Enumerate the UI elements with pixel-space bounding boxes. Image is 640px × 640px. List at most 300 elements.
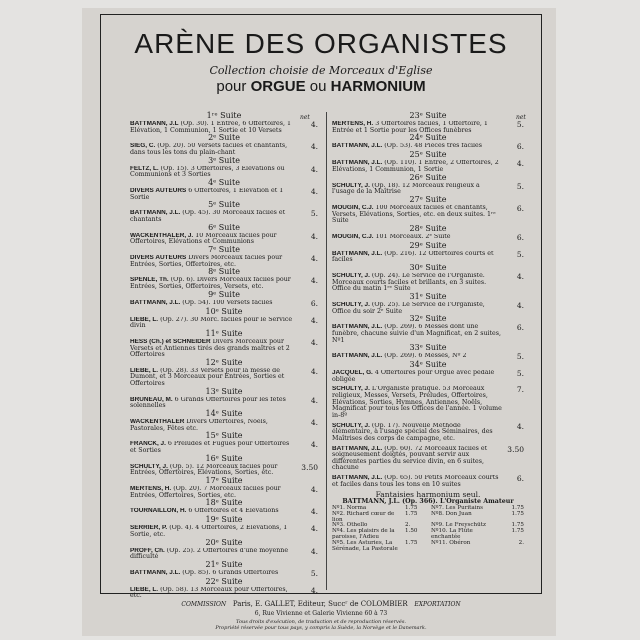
composer-name: BATTMANN, J.L. [130,210,181,217]
item-name: La Flûte enchantée [431,528,473,541]
entry-description [130,277,296,290]
entry-description [332,475,502,488]
suite-number: 17ᵉ Suite [205,476,243,486]
harmonium-item [427,541,504,547]
work-title: 3 Offertoires faciles, 1 Offertoire, 1 Entrée et 1 Sortie pour les Offices funèbres [332,121,488,134]
left-entry [130,432,318,454]
work-title: (Op. 18). 12 Morceaux religieux à l'usage de la Maîtrise [332,182,480,196]
work-title: 6 Préludes et Fugues pour Offertoires et Sorties [130,441,290,455]
work-title: (Op. 269). 6 Messes dont une funèbre, chacune suivie d'un Magnificat, en 2 suites, Nº1 [332,324,502,344]
entry-price: 4. [516,272,524,281]
left-entry [130,112,318,134]
left-entry [130,561,318,578]
entry-description [332,353,502,360]
composer-name: BATTMANN, J.L. [332,160,383,167]
item-price: 2. [518,540,524,547]
publisher-name: Paris, E. GALLET, Editeur, Succʳ de COLOMBIER [232,600,408,608]
entry-line [332,302,524,315]
left-entry [130,578,318,600]
composer-name: SCHULTY, J. [332,301,370,308]
right-entry [332,174,524,196]
composer-name: MERTENS, H. [332,121,374,127]
item-price: 1.50 [405,528,418,535]
suite-number: 5ᵉ Suite [208,200,240,210]
composer-name: DIVERS AUTEURS [130,254,187,261]
right-entry [332,293,524,315]
work-title: (Op. 85). 6 Grands Offertoires [180,569,279,576]
harmonium-row [332,541,524,553]
entry-price: 4. [310,418,318,428]
entry-price: 4. [310,120,318,129]
work-title: (Op. 17). Nouvelle Méthode élémentaire, à l'usage spécial des Séminaires, des Maîtrises des corps de campagne, etc. [332,422,493,442]
left-entry [130,359,318,388]
entry-line [130,255,318,268]
work-title: (Op. 24). Le Service de l'Organiste. Morceaux courts faciles et brillants, en 3 suites. Office du matin 1ʳᵉ Suite [332,273,487,293]
right-entry [332,225,524,242]
item-number: Nº9. [431,522,444,529]
item-number: Nº11. [431,540,448,547]
entry-description [130,166,296,179]
entry-line [130,339,318,359]
entry-price: 3.50 [301,462,318,472]
entry-description [332,302,502,315]
composer-name: HESS (Ch.) et SCHNEIDER [130,338,211,345]
entry-price: 5. [516,369,524,379]
composer-name: TOURNAILLON, H. [130,508,187,515]
entry-price: 4. [516,300,524,310]
right-entry [332,383,524,419]
entry-description [130,255,296,268]
suite-number: 19ᵉ Suite [205,515,243,525]
entry-price: 4. [310,507,318,517]
composer-name: LIEBÉ, L. [130,316,159,323]
work-title: 101 Morceaux. 2ᵉ Suite [373,233,451,240]
left-entry [130,388,318,410]
work-title: (Op. 28). 33 Versets pour la messe de Dumont, et 3 Morceaux pour Entrées, Sorties et Offertoires [130,367,285,388]
right-entry [332,151,524,173]
entry-price: 6. [516,474,524,484]
work-title: Divers Offertoires, Noëls, Pastorales, Fêtes etc. [130,419,268,432]
item-price: 1.75 [405,540,418,547]
work-title: (Op. 53). 48 Pièces très faciles [382,143,482,150]
item-number: Nº5. [332,540,345,547]
orgue-word: ORGUE [250,78,306,95]
entry-price: 6. [516,323,524,333]
entry-line [130,587,318,600]
left-entry [130,246,318,268]
item-price: 1.75 [511,504,524,511]
suite-number: 18ᵉ Suite [205,498,243,508]
left-entry [130,157,318,179]
entry-description [332,423,502,443]
suite-number: 4ᵉ Suite [208,177,240,187]
entry-line [130,486,318,499]
property-line: Propriété réservée pour tous pays, y compris la Suède, la Norvège et le Danemark. [215,625,427,631]
entry-line [130,121,318,134]
entry-description [130,486,296,499]
column-divider [326,112,327,590]
entry-line [130,317,318,330]
composer-name: DIVERS AUTEURS [130,187,187,194]
entry-description [332,121,502,134]
entry-description [130,464,296,477]
work-title: (Op. 54). 100 Versets faciles [180,299,273,306]
work-title: (Op. 20). 50 Versets faciles et chantants, dans tous les tons du plain-chant [130,143,288,157]
entry-description [130,317,296,330]
left-entry [130,477,318,499]
right-entry [332,242,524,264]
entry-line [130,210,318,223]
entry-price: 4. [310,585,318,595]
right-entry [332,196,524,225]
entry-line [332,324,524,344]
suite-number: 25ᵉ Suite [409,150,447,160]
item-number: Nº3. [332,522,345,529]
entry-price: 4. [310,253,318,263]
entry-price: 4. [310,186,318,196]
entry-price: 4. [310,546,318,556]
suite-number: 30ᵉ Suite [409,263,447,272]
work-title: (Op. 20). 7 Morceaux faciles pour Entrées, Offertoires, Sorties, etc. [130,486,281,499]
harmonium-item [427,512,504,518]
entry-price: 4. [310,164,318,174]
item-price: 1.75 [511,522,524,529]
entry-line [130,166,318,179]
work-title: Divers Morceaux faciles pour Entrées, Sorties, Offertoires, etc. [130,254,283,268]
suite-number: 34ᵉ Suite [409,360,447,370]
entry-price: 5. [516,249,524,259]
composer-name: BATTMANN, J.L. [332,324,383,331]
net-label-right: net [516,114,526,121]
entry-price: 5. [516,120,524,129]
work-title: Divers Morceaux pour Versets et Antiennes tirés des grands maîtres et 2 Offertoires [130,338,290,359]
entry-price: 5. [516,352,524,362]
item-number: Nº7. [431,504,444,511]
entry-line [332,121,524,134]
harmonium-header: Fantaisies harmonium seul. [375,490,481,500]
left-entry [130,539,318,561]
composer-name: BATTMANN, J.L. [332,353,383,360]
suite-number: 6ᵉ Suite [208,222,240,232]
work-title: (Op. 30). 1 Entrée, 6 Offertoires, 1 Elévation, 1 Communion, 1 Sortie et 10 Versets [130,121,292,134]
entry-price: 6. [516,142,524,152]
entry-description [130,570,296,577]
rights-notice [100,619,542,631]
composer-name: SCHULTY, J. [130,463,168,470]
entry-line [332,160,524,173]
composer-name: MOUGIN, C.J. [332,204,374,211]
entry-line [130,441,318,454]
commission-label: COMMISSION [181,601,227,608]
item-name: Le Freyschütz [443,522,486,529]
item-price: 2. [405,522,411,529]
composer-name: MOUGIN, C.J. [332,233,374,240]
item-price: 1.75 [511,510,524,517]
work-title: 4 Offertoires pour Orgue avec pédale obligée [332,370,495,383]
composer-name: FRANCK, J. [130,441,166,448]
entry-line [130,277,318,290]
right-entry [332,112,524,134]
work-title: 6 Offertoires, 1 Elévation et 1 Sortie [130,187,284,201]
work-title: (Op. 6). Divers Morceaux faciles pour Entrées, Sorties, Offertoires, Versets, etc. [130,277,291,291]
work-title: (Op. 110). 1 Entrée, 2 Offertoires, 2 Elévations, 1 Communion, 1 Sortie [332,160,499,173]
entry-description [332,324,502,344]
work-title: 6 Offertoires et 4 Elévations [186,508,279,515]
entry-price: 4. [310,524,318,534]
work-title: (Op. 269). 6 Messes, Nº 2 [382,353,467,360]
harmonium-item [332,541,405,553]
suite-number: 23ᵉ Suite [409,111,447,120]
entry-line [332,475,524,488]
entry-line [332,205,524,225]
composer-name: SPENLÉ, Th. [130,277,169,284]
left-entry [130,134,318,156]
suite-number: 14ᵉ Suite [205,409,243,419]
suite-number: 13ᵉ Suite [205,386,243,396]
suite-number: 7ᵉ Suite [208,244,240,254]
entry-price: 4. [310,440,318,450]
item-name: Les Puritains [443,504,484,511]
entry-line [130,548,318,561]
item-name: Obéron [447,540,471,547]
suite-number: 22ᵉ Suite [205,576,243,586]
right-entry [332,315,524,344]
composer-name: WACKENTHALER [130,419,185,426]
entry-description [332,386,502,419]
work-title: (Op. 216). 12 Offertoires courts et faciles [332,250,494,264]
publisher-address: 6, Rue Vivienne et Galerie Vivienne 60 à 73 [254,610,388,617]
entry-price: 5. [310,209,318,219]
right-entry [332,134,524,151]
entry-line [332,446,524,473]
entry-line [130,368,318,388]
entry-price: 3.50 [507,444,524,454]
right-entry [332,420,524,443]
suite-number: 33ᵉ Suite [409,343,447,353]
entry-price: 4. [310,276,318,286]
left-entry [130,201,318,223]
suite-number: 3ᵉ Suite [208,155,240,165]
entry-line [130,397,318,410]
suite-number: 11ᵉ Suite [205,328,243,338]
entry-description [130,525,296,538]
suite-number: 28ᵉ Suite [409,223,447,233]
composer-name: BATTMANN, J.L. [130,569,181,576]
page-subtitle: Collection choisie de Morceaux d'Eglise [209,64,433,77]
right-entry [332,264,524,293]
entry-price: 4. [310,395,318,405]
entry-description [130,300,296,307]
composer-name: BATTMANN, J.L. [332,445,383,452]
entry-description [130,548,296,561]
composer-name: SCHULTY, J. [332,386,370,393]
suite-number: 10ᵉ Suite [205,306,243,316]
entry-description [332,143,502,150]
left-entry [130,268,318,290]
left-entry [130,179,318,201]
entry-description [332,160,502,173]
entry-line [130,419,318,432]
left-entry [130,224,318,246]
entry-description [332,446,502,473]
item-price: 1.75 [511,528,524,535]
entry-price: 5. [516,181,524,191]
right-entry [332,472,524,488]
entry-price: 6. [516,203,524,213]
left-entry [130,499,318,516]
entry-description [332,234,502,241]
right-entry [332,361,524,383]
entry-description [130,587,296,600]
work-title: (Op. 27). 30 Morc. faciles pour le Service divin [130,316,293,330]
suite-number: 29ᵉ Suite [409,240,447,250]
suite-number: 12ᵉ Suite [205,357,243,367]
entry-description [130,368,296,388]
item-name: Richard cœur de lion [332,510,395,523]
exportation-label: EXPORTATION [414,601,461,608]
work-title: L'Organiste pratique. 53 Morceaux religieux, Messes, Versets, Préludes, Offertoires, Elévations, Sorties, Hymnes, Antiennes, Noëls, Magnificat pour tous les Offices de l'année. 1 volume in-8º [332,386,502,419]
entry-description [130,143,296,156]
left-entry [130,410,318,432]
work-title: (Op. 60). 72 Morceaux faciles et soigneusement doigtés, pouvant servir aux différentes parties du service divin, en 6 suites, chacune [332,445,488,472]
entry-description [332,251,502,264]
item-name: Don Juan [443,510,472,517]
entry-description [130,397,296,410]
entry-line [332,423,524,443]
instrument-heading [100,78,542,95]
work-title: (Op. 5). 12 Morceaux faciles pour Entrées, Offertoires, Elévations, Sorties, etc. [130,463,278,477]
rights-line: Tous droits d'exécution, de traduction et de reproduction réservés. [236,619,406,625]
work-title: 6 Grands Offertoires pour les fêtes solennelles [130,396,286,410]
item-number: Nº10. [431,528,448,535]
composer-name: BATTMANN, J.L. [332,250,383,257]
entry-line [332,386,524,419]
net-label-left: net [300,114,310,121]
suite-number: 16ᵉ Suite [205,453,243,463]
entry-description [130,233,296,246]
harmonium-word: HARMONIUM [330,78,426,95]
suite-number: 1ʳᵉ Suite [206,111,242,120]
work-title: (Op. 25). Le Service de l'Organiste, Office du soir 2ᵉ Suite [332,301,485,315]
left-entry [130,291,318,308]
work-title: (Op. 4). 4 Offertoires, 2 Elévations, 1 Sortie, etc. [130,525,288,538]
composer-name: LIEBÉ, L. [130,586,159,593]
entry-description [332,205,502,225]
right-catalogue-column [332,112,524,553]
composer-name: SCHULTY, J. [332,182,370,189]
suite-number: 20ᵉ Suite [205,537,243,547]
entry-price: 4. [516,421,524,431]
left-entry [130,455,318,477]
item-price: 1.75 [405,510,418,517]
entry-line [130,188,318,201]
entry-price: 4. [310,142,318,152]
entry-description [130,339,296,359]
entry-description [130,121,296,134]
item-number: Nº8. [431,510,444,517]
item-name: Les Asturies, La Sérénade, La Pastorale [332,540,398,552]
entry-description [332,183,502,196]
entry-line [332,273,524,293]
suite-number: 21ᵉ Suite [205,559,243,569]
composer-name: BRUNEAU, M. [130,396,173,403]
left-entry [130,308,318,330]
entry-price: 6. [516,232,524,242]
entry-description [130,419,296,432]
work-title: (Op. 45). 30 Morceaux faciles et chantants [130,210,286,224]
suite-number: 2ᵉ Suite [208,133,240,143]
item-number: Nº2. [332,510,345,517]
item-name: Norma [344,504,367,511]
entry-price: 7. [516,385,524,395]
entry-price: 4. [310,337,318,347]
composer-name: MERTENS, H. [130,486,172,493]
work-title: 100 Morceaux faciles et chantants, Versets, Elévations, Sorties, etc. en deux suites. 1ʳᵉ Suite [332,204,496,225]
suite-number: 24ᵉ Suite [409,133,447,143]
suite-number: 9ᵉ Suite [208,289,240,299]
composer-name: PROFF, Ch. [130,547,165,554]
entry-line [130,464,318,477]
entry-line [130,143,318,156]
entry-price: 4. [310,231,318,241]
entry-description [332,273,502,293]
entry-price: 4. [516,159,524,169]
publisher-line [100,600,542,608]
suite-number: 15ᵉ Suite [205,431,243,441]
harmonium-subheader: BATTMANN, J.L. (Op. 366). L'Organiste Amateur [342,498,514,506]
suite-number: 27ᵉ Suite [409,194,447,204]
left-entry [130,516,318,538]
item-number: Nº4. [332,528,345,535]
suite-number: 32ᵉ Suite [409,314,447,324]
item-name: Les plaisirs de la paroisse, l'Adieu [332,528,395,541]
or-word: ou [309,78,327,95]
for-word: pour [216,78,247,95]
entry-line [130,233,318,246]
suite-number: 8ᵉ Suite [208,267,240,277]
entry-description [332,370,502,383]
entry-price: 5. [310,568,318,578]
composer-name: BATTMANN, J.L [130,121,179,127]
entry-price: 4. [310,315,318,325]
suite-number: 31ᵉ Suite [409,291,447,301]
entry-description [130,188,296,201]
composer-name: SERRIER, P. [130,525,168,532]
work-title: (Op. 58). 13 Morceaux pour Offertoires, etc. [130,586,288,600]
composer-name: FELTZ, L. [130,165,159,172]
entry-price: 6. [310,298,318,308]
entry-line [130,525,318,538]
work-title: (Op. 65). 50 Petits Morceaux courts et faciles dans tous les tons en 10 suites [332,475,499,488]
item-name: Othello [344,522,368,529]
right-entry [332,344,524,361]
composer-name: SCHULTY, J. [332,273,370,279]
work-title: (Op. 15). 3 Offertoires, 3 Elévations ou Communions et 3 Sorties [130,165,285,179]
composer-name: BATTMANN, J.L. [332,143,383,150]
composer-name: SIEG, C. [130,143,156,150]
entry-description [130,210,296,223]
right-entry [332,443,524,473]
suite-number: 26ᵉ Suite [409,172,447,182]
entry-price: 4. [310,366,318,376]
work-title: 10 Morceaux faciles pour Offertoires, Elévations et Communions [130,232,277,246]
entry-line [332,183,524,196]
item-number: Nº1. [332,504,345,511]
page-title: ARÈNE DES ORGANISTES [134,28,508,59]
composer-name: JACQUEL, G. [332,370,373,377]
composer-name: BATTMANN, J.L. [332,475,383,482]
composer-name: SCHULTY, J. [332,422,370,429]
